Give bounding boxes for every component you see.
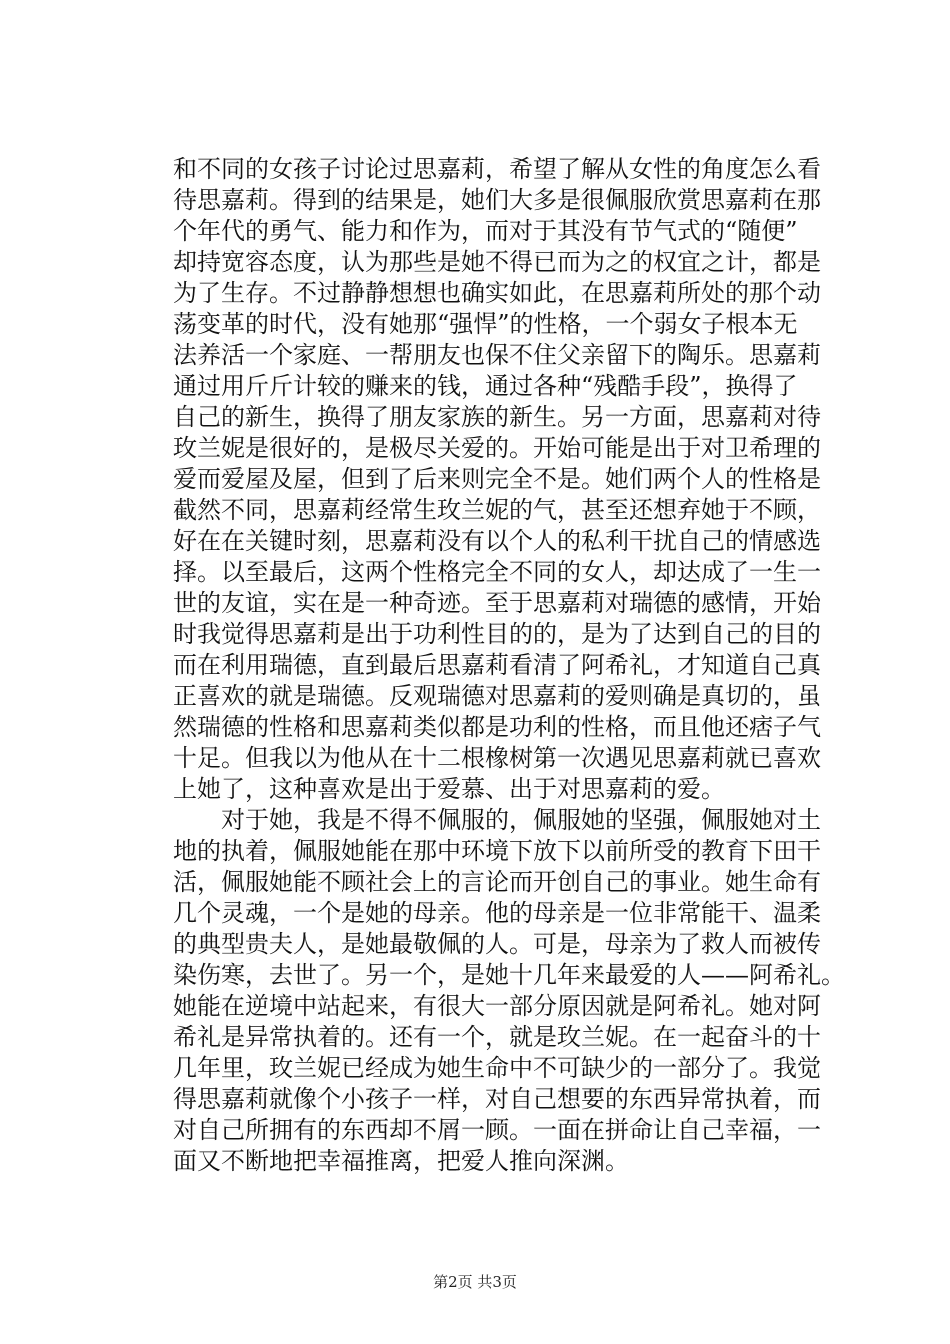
paragraph: [173, 805, 845, 1177]
text-line: 而在利用瑞德，直到最后思嘉莉看清了阿希礼，才知道自己真: [173, 651, 821, 679]
text-line: 待思嘉莉。得到的结果是，她们大多是很佩服欣赏思嘉莉在那: [173, 186, 821, 214]
text-line: 对于她，我是不得不佩服的，佩服她的坚强，佩服她对土: [221, 806, 821, 834]
text-line: 通过用斤斤计较的赚来的钱，通过各种“残酷手段”，换得了: [173, 372, 798, 400]
text-line: 上她了，这种喜欢是出于爱慕、出于对思嘉莉的爱。: [173, 775, 725, 803]
text-line: 地的执着，佩服她能在那中环境下放下以前所受的教育下田干: [173, 837, 821, 865]
text-line: 几个灵魂，一个是她的母亲。他的母亲是一位非常能干、温柔: [173, 899, 821, 927]
text-line: 得思嘉莉就像个小孩子一样，对自己想要的东西异常执着，而: [173, 1085, 821, 1113]
text-line: 正喜欢的就是瑞德。反观瑞德对思嘉莉的爱则确是真切的，虽: [173, 682, 821, 710]
text-line: 几年里，玫兰妮已经成为她生命中不可缺少的一部分了。我觉: [173, 1054, 821, 1082]
body-text: [173, 154, 845, 1177]
text-line: 活，佩服她能不顾社会上的言论而开创自己的事业。她生命有: [173, 868, 821, 896]
text-line: 的典型贵夫人，是她最敬佩的人。可是，母亲为了救人而被传: [173, 930, 821, 958]
text-line: 爱而爱屋及屋，但到了后来则完全不是。她们两个人的性格是: [173, 465, 821, 493]
page-footer: 第2页 共3页: [433, 1273, 517, 1291]
text-line: 面又不断地把幸福推离，把爱人推向深渊。: [173, 1147, 629, 1175]
text-line: 却持宽容态度，认为那些是她不得已而为之的权宜之计，都是: [173, 248, 821, 276]
text-line: 玫兰妮是很好的，是极尽关爱的。开始可能是出于对卫希理的: [173, 434, 821, 462]
text-line: 然瑞德的性格和思嘉莉类似都是功利的性格，而且他还痞子气: [173, 713, 821, 741]
text-line: 荡变革的时代，没有她那“强悍”的性格，一个弱女子根本无: [173, 310, 798, 338]
text-line: 为了生存。不过静静想想也确实如此，在思嘉莉所处的那个动: [173, 279, 821, 307]
text-line: 个年代的勇气、能力和作为，而对于其没有节气式的“随便”: [173, 217, 798, 245]
text-line: 对自己所拥有的东西却不屑一顾。一面在拼命让自己幸福，一: [173, 1116, 821, 1144]
text-line: 择。以至最后，这两个性格完全不同的女人，却达成了一生一: [173, 558, 821, 586]
text-line: 截然不同，思嘉莉经常生玫兰妮的气，甚至还想弃她于不顾，: [173, 496, 821, 524]
text-line: 和不同的女孩子讨论过思嘉莉，希望了解从女性的角度怎么看: [173, 155, 821, 183]
text-line: 自己的新生，换得了朋友家族的新生。另一方面，思嘉莉对待: [173, 403, 821, 431]
text-line: 希礼是异常执着的。还有一个，就是玫兰妮。在一起奋斗的十: [173, 1023, 821, 1051]
paragraph: [173, 154, 821, 805]
text-line: 时我觉得思嘉莉是出于功利性目的的，是为了达到自己的目的: [173, 620, 821, 648]
text-line: 世的友谊，实在是一种奇迹。至于思嘉莉对瑞德的感情，开始: [173, 589, 821, 617]
text-line: 法养活一个家庭、一帮朋友也保不住父亲留下的陶乐。思嘉莉: [173, 341, 821, 369]
text-line: 好在在关键时刻，思嘉莉没有以个人的私利干扰自己的情感选: [173, 527, 821, 555]
text-line: 她能在逆境中站起来，有很大一部分原因就是阿希礼。她对阿: [173, 992, 821, 1020]
text-line: 十足。但我以为他从在十二根橡树第一次遇见思嘉莉就已喜欢: [173, 744, 821, 772]
text-line: 染伤寒，去世了。另一个，是她十几年来最爱的人——阿希礼。: [173, 961, 845, 989]
